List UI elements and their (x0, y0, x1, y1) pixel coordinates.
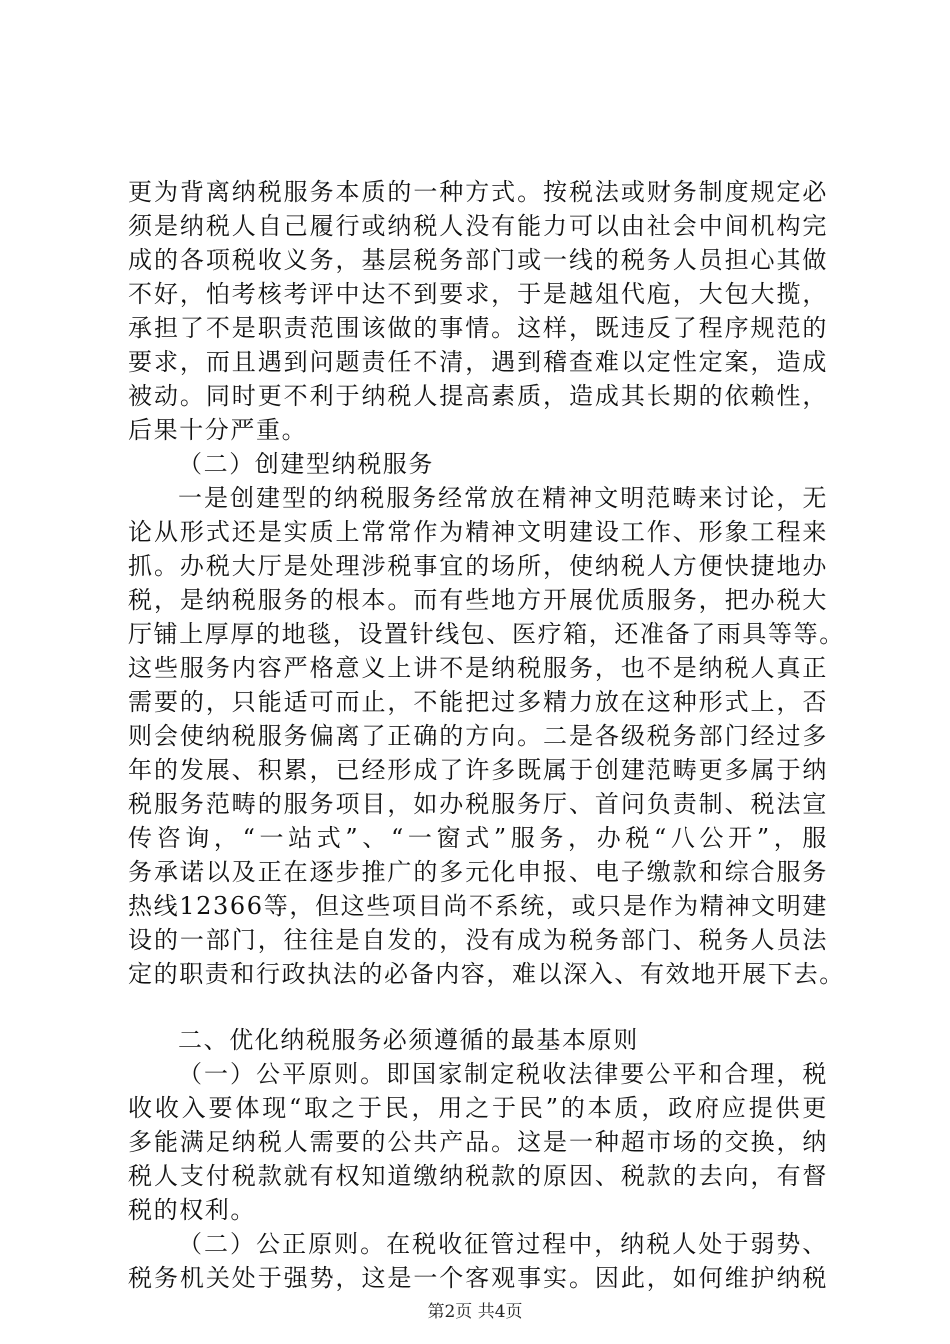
text-line: 更为背离纳税服务本质的一种方式。按税法或财务制度规定必 (128, 178, 828, 206)
text-line: 承担了不是职责范围该做的事情。这样，既违反了程序规范的 (128, 314, 828, 342)
text-line: 务承诺以及正在逐步推广的多元化申报、电子缴款和综合服务 (128, 858, 828, 886)
text-line: 多能满足纳税人需要的公共产品。这是一种超市场的交换，纳 (128, 1128, 828, 1156)
text-line: 年的发展、积累，已经形成了许多既属于创建范畴更多属于纳 (128, 756, 828, 784)
page-number-footer: 第2页 共4页 (427, 1302, 523, 1322)
text-line: 收收入要体现“取之于民，用之于民”的本质，政府应提供更 (128, 1094, 828, 1122)
text-line: 定的职责和行政执法的必备内容，难以深入、有效地开展下去。 (128, 960, 845, 988)
text-line: 税，是纳税服务的根本。而有些地方开展优质服务，把办税大 (128, 586, 828, 614)
text-line: 热线12366等，但这些项目尚不系统，或只是作为精神文明建 (128, 892, 828, 920)
text-line: 厅铺上厚厚的地毯，设置针线包、医疗箱，还准备了雨具等等。 (128, 620, 845, 648)
text-line: 被动。同时更不利于纳税人提高素质，造成其长期的依赖性， (128, 382, 828, 410)
text-line: 传咨询，“一站式”、“一窗式”服务，办税“八公开”，服 (128, 824, 828, 852)
text-line: 抓。办税大厅是处理涉税事宜的场所，使纳税人方便快捷地办 (128, 552, 828, 580)
text-line: 这些服务内容严格意义上讲不是纳税服务，也不是纳税人真正 (128, 654, 828, 682)
paragraph-first-line: 一是创建型的纳税服务经常放在精神文明范畴来讨论，无 (178, 484, 828, 512)
text-line: 后果十分严重。 (128, 416, 308, 444)
section-heading: （二）创建型纳税服务 (178, 450, 434, 478)
section-heading: 二、优化纳税服务必须遵循的最基本原则 (178, 1026, 639, 1054)
text-line: 需要的，只能适可而止，不能把过多精力放在这种形式上，否 (128, 688, 828, 716)
text-line: 要求，而且遇到问题责任不清，遇到稽查难以定性定案，造成 (128, 348, 828, 376)
text-line: 则会使纳税服务偏离了正确的方向。二是各级税务部门经过多 (128, 722, 828, 750)
text-line: 税人支付税款就有权知道缴纳税款的原因、税款的去向，有督 (128, 1162, 828, 1190)
text-line: 设的一部门，往往是自发的，没有成为税务部门、税务人员法 (128, 926, 828, 954)
text-line: 须是纳税人自己履行或纳税人没有能力可以由社会中间机构完 (128, 212, 828, 240)
text-line: 税务机关处于强势，这是一个客观事实。因此，如何维护纳税 (128, 1264, 828, 1292)
text-line: 税服务范畴的服务项目，如办税服务厅、首问负责制、税法宣 (128, 790, 828, 818)
paragraph-first-line: （二）公正原则。在税收征管过程中，纳税人处于弱势、 (178, 1230, 828, 1258)
text-line: 税的权利。 (128, 1196, 256, 1224)
paragraph-first-line: （一）公平原则。即国家制定税收法律要公平和合理，税 (178, 1060, 828, 1088)
text-line: 论从形式还是实质上常常作为精神文明建设工作、形象工程来 (128, 518, 828, 546)
text-line: 成的各项税收义务，基层税务部门或一线的税务人员担心其做 (128, 246, 828, 274)
text-line: 不好，怕考核考评中达不到要求，于是越俎代庖，大包大揽， (128, 280, 828, 308)
